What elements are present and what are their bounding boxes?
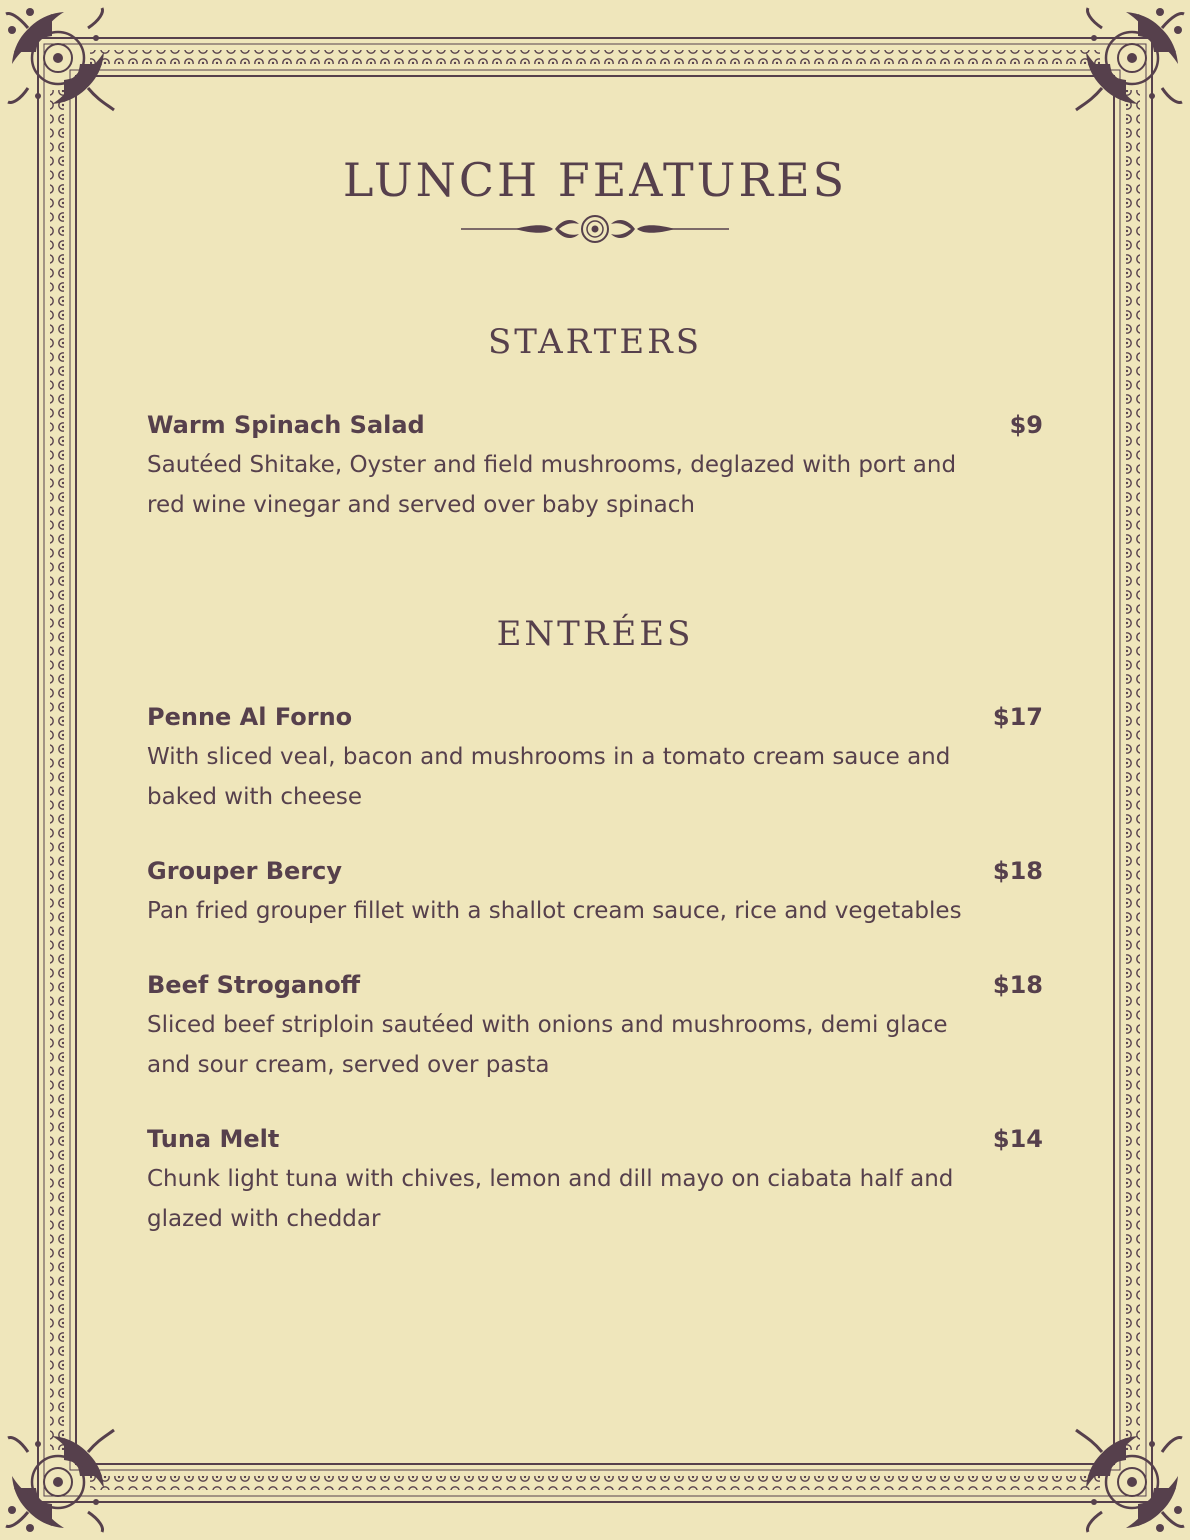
item-description: Sliced beef striploin sautéed with onions and mushrooms, demi glace and sour cream, served over pasta [147, 1012, 948, 1078]
item-description: With sliced veal, bacon and mushrooms in a tomato cream sauce and baked with cheese [147, 744, 951, 810]
item-description: Pan fried grouper fillet with a shallot cream sauce, rice and vegetables [147, 898, 962, 924]
section-heading-starters: STARTERS [487, 322, 703, 362]
item-description: Sautéed Shitake, Oyster and field mushrooms, deglazed with port and red wine vinegar and served over baby spinach [147, 452, 957, 518]
item-name: Penne Al Forno [147, 703, 353, 731]
item-price: $18 [992, 857, 1043, 885]
item-name: Tuna Melt [147, 1125, 280, 1153]
menu-item [147, 697, 1043, 817]
item-name: Grouper Bercy [147, 857, 343, 885]
item-description: Chunk light tuna with chives, lemon and dill mayo on ciabata half and glazed with cheddar [147, 1166, 954, 1232]
item-price: $18 [992, 971, 1043, 999]
section-heading-entrees: ENTRÉES [496, 614, 694, 654]
item-price: $9 [1009, 411, 1043, 439]
flourish-divider-icon [455, 212, 735, 246]
menu-item [147, 851, 1043, 931]
item-price: $17 [992, 703, 1043, 731]
page-title: LUNCH FEATURES [342, 153, 848, 207]
menu-item [147, 965, 1043, 1085]
menu-item [147, 1119, 1043, 1239]
item-price: $14 [992, 1125, 1043, 1153]
menu-item [147, 405, 1043, 525]
item-name: Beef Stroganoff [147, 971, 361, 999]
item-name: Warm Spinach Salad [147, 411, 425, 439]
